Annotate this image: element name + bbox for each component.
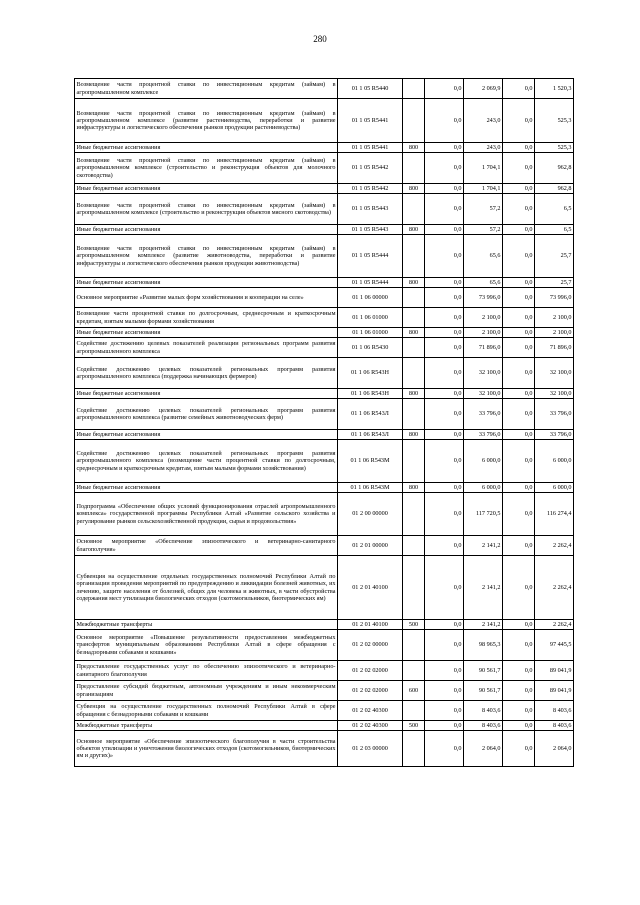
row-expense-type-cell	[403, 308, 425, 328]
row-name-cell: Межбюджетные трансферты	[75, 620, 338, 630]
row-value-cell: 0,0	[503, 681, 535, 701]
row-value-cell: 25,7	[535, 278, 574, 288]
row-value-cell: 8 403,6	[464, 701, 503, 721]
row-expense-type-cell	[403, 556, 425, 620]
row-value-cell: 32 100,0	[464, 389, 503, 399]
row-name-cell: Иные бюджетные ассигнования	[75, 483, 338, 493]
row-code-cell: 01 2 01 00000	[338, 536, 403, 556]
row-name-cell: Иные бюджетные ассигнования	[75, 278, 338, 288]
row-expense-type-cell: 800	[403, 328, 425, 338]
row-value-cell: 2 262,4	[535, 556, 574, 620]
row-expense-type-cell	[403, 194, 425, 225]
row-value-cell: 73 996,0	[535, 288, 574, 308]
row-code-cell: 01 1 05 R5441	[338, 99, 403, 143]
row-value-cell: 0,0	[425, 153, 464, 184]
row-value-cell: 8 403,6	[464, 721, 503, 731]
row-expense-type-cell: 800	[403, 225, 425, 235]
row-value-cell: 2 100,0	[535, 328, 574, 338]
row-value-cell: 0,0	[425, 493, 464, 536]
row-value-cell: 117 720,5	[464, 493, 503, 536]
row-value-cell: 2 141,2	[464, 556, 503, 620]
budget-table	[74, 78, 574, 767]
row-value-cell: 243,0	[464, 99, 503, 143]
table-row	[75, 288, 574, 308]
row-value-cell: 0,0	[425, 430, 464, 440]
row-name-cell: Основное мероприятие «Повышение результативности предоставления межбюджетных трансфертов муниципальным образованиям Республики Алтай в сфере обращения с безнадзорными собаками и кошками»	[75, 630, 338, 661]
row-value-cell: 0,0	[503, 399, 535, 430]
row-code-cell: 01 1 06 R5430	[338, 338, 403, 358]
row-value-cell: 6 000,0	[535, 440, 574, 483]
row-expense-type-cell: 800	[403, 430, 425, 440]
row-code-cell: 01 1 06 R543Н	[338, 389, 403, 399]
table-row	[75, 308, 574, 328]
table-row	[75, 430, 574, 440]
row-value-cell: 0,0	[425, 99, 464, 143]
row-code-cell: 01 2 01 40100	[338, 620, 403, 630]
row-value-cell: 0,0	[425, 308, 464, 328]
row-name-cell: Возмещение части процентной ставки по долгосрочным, среднесрочным и краткосрочным кредитам, взятым малыми формами хозяйствования	[75, 308, 338, 328]
row-value-cell: 6 000,0	[464, 483, 503, 493]
row-value-cell: 8 403,6	[535, 721, 574, 731]
row-value-cell: 33 796,0	[535, 399, 574, 430]
row-value-cell: 6 000,0	[535, 483, 574, 493]
table-row	[75, 721, 574, 731]
row-code-cell: 01 2 02 02000	[338, 661, 403, 681]
row-value-cell: 97 445,5	[535, 630, 574, 661]
row-value-cell: 0,0	[425, 483, 464, 493]
row-code-cell: 01 2 02 00000	[338, 630, 403, 661]
row-value-cell: 2 141,2	[464, 620, 503, 630]
row-code-cell: 01 1 05 R5443	[338, 194, 403, 225]
row-value-cell: 0,0	[503, 328, 535, 338]
row-code-cell: 01 1 05 R5440	[338, 79, 403, 99]
row-value-cell: 0,0	[425, 630, 464, 661]
page-number: 280	[313, 34, 327, 44]
table-row	[75, 661, 574, 681]
table-row	[75, 278, 574, 288]
row-name-cell: Содействие достижению целевых показателей региональных программ развития агропромышленного комплекса (развитие семейных животноводческих ферм)	[75, 399, 338, 430]
row-value-cell: 0,0	[425, 536, 464, 556]
row-value-cell: 0,0	[425, 681, 464, 701]
row-value-cell: 525,3	[535, 99, 574, 143]
table-row	[75, 440, 574, 483]
row-value-cell: 32 100,0	[535, 358, 574, 389]
row-value-cell: 0,0	[425, 194, 464, 225]
row-expense-type-cell	[403, 358, 425, 389]
table-row	[75, 731, 574, 767]
row-code-cell: 01 2 02 02000	[338, 681, 403, 701]
row-name-cell: Иные бюджетные ассигнования	[75, 225, 338, 235]
row-value-cell: 0,0	[503, 731, 535, 767]
row-value-cell: 2 262,4	[535, 536, 574, 556]
row-code-cell: 01 1 05 R5444	[338, 235, 403, 278]
row-expense-type-cell	[403, 153, 425, 184]
table-row	[75, 556, 574, 620]
row-expense-type-cell	[403, 731, 425, 767]
row-value-cell: 0,0	[503, 143, 535, 153]
row-name-cell: Возмещение части процентной ставки по инвестиционным кредитам (займам) в агропромышленном комплексе (строительство и реконструкция объектов для молочного скотоводства)	[75, 153, 338, 184]
row-value-cell: 0,0	[425, 399, 464, 430]
row-name-cell: Основное мероприятие «Развитие малых форм хозяйствования и кооперации на селе»	[75, 288, 338, 308]
row-expense-type-cell	[403, 79, 425, 99]
table-row	[75, 630, 574, 661]
table-row	[75, 99, 574, 143]
row-name-cell: Возмещение части процентной ставки по инвестиционным кредитам (займам) в агропромышленном комплексе	[75, 79, 338, 99]
row-value-cell: 0,0	[503, 79, 535, 99]
row-code-cell: 01 1 06 01000	[338, 328, 403, 338]
row-value-cell: 2 064,0	[535, 731, 574, 767]
row-value-cell: 1 704,1	[464, 153, 503, 184]
row-value-cell: 90 561,7	[464, 681, 503, 701]
row-name-cell: Основное мероприятие «Обеспечение эпизоотического и ветеринарно-санитарного благополучия»	[75, 536, 338, 556]
row-value-cell: 0,0	[503, 308, 535, 328]
row-name-cell: Межбюджетные трансферты	[75, 721, 338, 731]
row-value-cell: 65,6	[464, 235, 503, 278]
row-value-cell: 962,8	[535, 153, 574, 184]
row-value-cell: 116 274,4	[535, 493, 574, 536]
row-expense-type-cell: 800	[403, 143, 425, 153]
row-value-cell: 0,0	[425, 225, 464, 235]
row-value-cell: 0,0	[503, 338, 535, 358]
row-expense-type-cell	[403, 440, 425, 483]
row-name-cell: Основное мероприятие «Обеспечение эпизоотического благополучия в части строительства объектов утилизации и уничтожения биологических отходов (скотомогильников, биотермических ям и других)»	[75, 731, 338, 767]
row-value-cell: 89 041,9	[535, 661, 574, 681]
row-value-cell: 0,0	[503, 440, 535, 483]
row-value-cell: 0,0	[503, 536, 535, 556]
row-name-cell: Иные бюджетные ассигнования	[75, 184, 338, 194]
row-value-cell: 57,2	[464, 194, 503, 225]
row-code-cell: 01 1 06 R543Л	[338, 430, 403, 440]
row-expense-type-cell: 800	[403, 483, 425, 493]
row-value-cell: 0,0	[503, 194, 535, 225]
row-expense-type-cell: 800	[403, 184, 425, 194]
row-name-cell: Возмещение части процентной ставки по инвестиционным кредитам (займам) в агропромышленном комплексе (строительство и реконструкция объектов мясного скотоводства)	[75, 194, 338, 225]
row-value-cell: 71 896,0	[464, 338, 503, 358]
row-value-cell: 6,5	[535, 225, 574, 235]
row-value-cell: 1 520,3	[535, 79, 574, 99]
table-row	[75, 358, 574, 389]
row-value-cell: 2 064,0	[464, 731, 503, 767]
row-value-cell: 33 796,0	[464, 430, 503, 440]
row-expense-type-cell	[403, 536, 425, 556]
row-value-cell: 0,0	[503, 225, 535, 235]
budget-table-body	[75, 79, 574, 767]
table-row	[75, 328, 574, 338]
table-row	[75, 620, 574, 630]
row-value-cell: 0,0	[425, 79, 464, 99]
row-code-cell: 01 1 05 R5443	[338, 225, 403, 235]
row-value-cell: 0,0	[503, 701, 535, 721]
row-expense-type-cell	[403, 661, 425, 681]
table-row	[75, 235, 574, 278]
row-value-cell: 0,0	[425, 328, 464, 338]
row-value-cell: 0,0	[503, 493, 535, 536]
row-value-cell: 0,0	[503, 184, 535, 194]
row-name-cell: Иные бюджетные ассигнования	[75, 430, 338, 440]
row-code-cell: 01 1 06 00000	[338, 288, 403, 308]
row-value-cell: 525,3	[535, 143, 574, 153]
row-value-cell: 0,0	[425, 235, 464, 278]
row-name-cell: Субвенция на осуществление отдельных государственных полномочий Республики Алтай по организации проведения мероприятий по предупреждению и ликвидации болезней животных, их лечению, защите населения от болезней, общих для человека и животных, в части обустройства содержания мест утилизации биологических отходов (скотомогильников, биотермических ям)	[75, 556, 338, 620]
row-value-cell: 0,0	[425, 661, 464, 681]
table-row	[75, 194, 574, 225]
row-code-cell: 01 1 05 R5442	[338, 184, 403, 194]
row-expense-type-cell: 500	[403, 721, 425, 731]
table-row	[75, 701, 574, 721]
row-value-cell: 89 041,9	[535, 681, 574, 701]
row-value-cell: 33 796,0	[535, 430, 574, 440]
row-value-cell: 2 100,0	[535, 308, 574, 328]
row-value-cell: 32 100,0	[535, 389, 574, 399]
row-value-cell: 2 100,0	[464, 328, 503, 338]
row-value-cell: 0,0	[425, 278, 464, 288]
row-value-cell: 0,0	[425, 338, 464, 358]
row-expense-type-cell: 500	[403, 620, 425, 630]
row-code-cell: 01 1 05 R5444	[338, 278, 403, 288]
row-value-cell: 0,0	[503, 99, 535, 143]
row-value-cell: 2 069,9	[464, 79, 503, 99]
row-value-cell: 2 100,0	[464, 308, 503, 328]
row-code-cell: 01 2 02 40300	[338, 721, 403, 731]
row-name-cell: Иные бюджетные ассигнования	[75, 328, 338, 338]
row-code-cell: 01 2 00 00000	[338, 493, 403, 536]
row-name-cell: Субвенция на осуществление государственных полномочий Республики Алтай в сфере обращения с безнадзорными собаками и кошками	[75, 701, 338, 721]
row-expense-type-cell: 600	[403, 681, 425, 701]
row-name-cell: Предоставление субсидий бюджетным, автономным учреждениям и иным некоммерческим организациям	[75, 681, 338, 701]
row-value-cell: 2 141,2	[464, 536, 503, 556]
table-row	[75, 184, 574, 194]
row-value-cell: 0,0	[503, 389, 535, 399]
row-expense-type-cell	[403, 288, 425, 308]
row-value-cell: 0,0	[503, 278, 535, 288]
row-value-cell: 6,5	[535, 194, 574, 225]
table-row	[75, 338, 574, 358]
row-value-cell: 243,0	[464, 143, 503, 153]
row-expense-type-cell	[403, 493, 425, 536]
row-code-cell: 01 1 05 R5442	[338, 153, 403, 184]
row-value-cell: 0,0	[503, 430, 535, 440]
row-value-cell: 0,0	[503, 288, 535, 308]
row-value-cell: 0,0	[425, 620, 464, 630]
row-value-cell: 0,0	[425, 701, 464, 721]
row-value-cell: 0,0	[425, 288, 464, 308]
row-value-cell: 32 100,0	[464, 358, 503, 389]
row-name-cell: Иные бюджетные ассигнования	[75, 143, 338, 153]
row-expense-type-cell	[403, 399, 425, 430]
row-code-cell: 01 1 06 R543Л	[338, 399, 403, 430]
row-value-cell: 8 403,6	[535, 701, 574, 721]
row-name-cell: Возмещение части процентной ставки по инвестиционным кредитам (займам) в агропромышленном комплексе (развитие растениеводства, переработки и развитие инфраструктуры и логистического обеспечения рынков продукции растениеводства)	[75, 99, 338, 143]
row-value-cell: 0,0	[425, 143, 464, 153]
row-value-cell: 0,0	[503, 483, 535, 493]
row-value-cell: 0,0	[503, 358, 535, 389]
row-value-cell: 0,0	[503, 153, 535, 184]
row-value-cell: 0,0	[503, 630, 535, 661]
row-name-cell: Содействие достижению целевых показателей региональных программ развития агропромышленного комплекса (возмещение части процентной ставки по долгосрочным, среднесрочным и краткосрочным кредитам, взятым малыми формами хозяйствования)	[75, 440, 338, 483]
row-value-cell: 0,0	[425, 731, 464, 767]
row-value-cell: 2 262,4	[535, 620, 574, 630]
row-value-cell: 73 996,0	[464, 288, 503, 308]
table-row	[75, 225, 574, 235]
table-row	[75, 536, 574, 556]
row-expense-type-cell	[403, 701, 425, 721]
row-value-cell: 57,2	[464, 225, 503, 235]
row-value-cell: 0,0	[425, 440, 464, 483]
row-value-cell: 0,0	[503, 661, 535, 681]
row-code-cell: 01 1 06 R543Н	[338, 358, 403, 389]
row-value-cell: 962,8	[535, 184, 574, 194]
row-code-cell: 01 1 06 R543М	[338, 440, 403, 483]
row-name-cell: Предоставление государственных услуг по обеспечению эпизоотического и ветеринарно-санитарного благополучия	[75, 661, 338, 681]
row-code-cell: 01 2 03 00000	[338, 731, 403, 767]
row-expense-type-cell	[403, 630, 425, 661]
row-value-cell: 6 000,0	[464, 440, 503, 483]
row-value-cell: 0,0	[425, 358, 464, 389]
row-value-cell: 0,0	[503, 721, 535, 731]
row-value-cell: 0,0	[425, 389, 464, 399]
row-code-cell: 01 1 06 R543М	[338, 483, 403, 493]
row-code-cell: 01 1 05 R5441	[338, 143, 403, 153]
row-code-cell: 01 1 06 01000	[338, 308, 403, 328]
table-row	[75, 681, 574, 701]
row-value-cell: 0,0	[503, 556, 535, 620]
row-name-cell: Подпрограмма «Обеспечение общих условий функционирования отраслей агропромышленного комплекса» государственной программы Республики Алтай «Развитие сельского хозяйства и регулирование рынков сельскохозяйственной продукции, сырья и продовольствия»	[75, 493, 338, 536]
row-expense-type-cell: 800	[403, 389, 425, 399]
row-value-cell: 65,6	[464, 278, 503, 288]
table-row	[75, 143, 574, 153]
table-row	[75, 79, 574, 99]
row-name-cell: Возмещение части процентной ставки по инвестиционным кредитам (займам) в агропромышленном комплексе (развитие животноводства, переработки и развитие инфраструктуры и логистического обеспечения рынков продукции животноводства)	[75, 235, 338, 278]
row-expense-type-cell	[403, 99, 425, 143]
row-expense-type-cell	[403, 235, 425, 278]
row-value-cell: 71 896,0	[535, 338, 574, 358]
row-value-cell: 1 704,1	[464, 184, 503, 194]
row-value-cell: 98 965,3	[464, 630, 503, 661]
table-row	[75, 389, 574, 399]
row-name-cell: Иные бюджетные ассигнования	[75, 389, 338, 399]
row-name-cell: Содействие достижению целевых показателей реализации региональных программ развития агропромышленного комплекса	[75, 338, 338, 358]
row-value-cell: 90 561,7	[464, 661, 503, 681]
row-name-cell: Содействие достижению целевых показателей региональных программ развития агропромышленного комплекса (поддержка начинающих фермеров)	[75, 358, 338, 389]
table-row	[75, 153, 574, 184]
row-expense-type-cell: 800	[403, 278, 425, 288]
row-value-cell: 25,7	[535, 235, 574, 278]
row-value-cell: 33 796,0	[464, 399, 503, 430]
row-value-cell: 0,0	[503, 235, 535, 278]
table-row	[75, 399, 574, 430]
row-value-cell: 0,0	[503, 620, 535, 630]
table-row	[75, 493, 574, 536]
row-value-cell: 0,0	[425, 721, 464, 731]
row-code-cell: 01 2 01 40100	[338, 556, 403, 620]
row-expense-type-cell	[403, 338, 425, 358]
row-code-cell: 01 2 02 40300	[338, 701, 403, 721]
row-value-cell: 0,0	[425, 184, 464, 194]
table-row	[75, 483, 574, 493]
row-value-cell: 0,0	[425, 556, 464, 620]
